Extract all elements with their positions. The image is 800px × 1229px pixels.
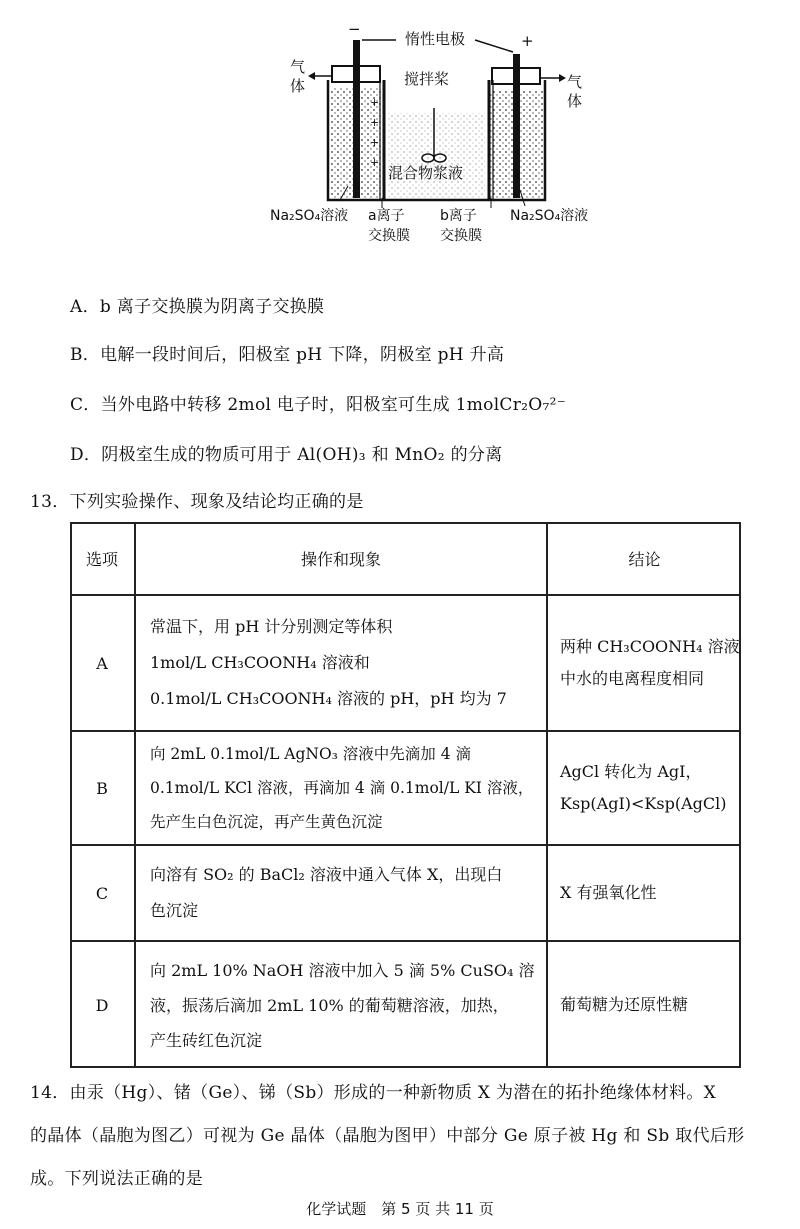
row-d-option: D — [95, 995, 109, 1015]
row-c-operation — [136, 846, 546, 940]
experiment-table — [70, 522, 741, 1068]
header-conclusion: 结论 — [628, 549, 661, 569]
membrane-b-label-2: 交换膜 — [440, 228, 482, 244]
gas-left-label-1: 气 — [290, 58, 306, 76]
electrode-label: 惰性电极 — [405, 30, 466, 48]
na2so4-left-label: Na₂SO₄溶液 — [270, 208, 349, 224]
row-b-conclusion-line: AgCl 转化为 AgI， — [560, 762, 702, 781]
row-d-conclusion-line: 葡萄糖为还原性糖 — [560, 995, 689, 1014]
minus-sign: − — [348, 20, 361, 38]
row-b-operation-line: 先产生白色沉淀，再产生黄色沉淀 — [150, 813, 383, 831]
row-c-conclusion — [548, 846, 741, 940]
header-operation: 操作和现象 — [300, 549, 381, 569]
row-d-operation-line: 产生砖红色沉淀 — [150, 1030, 263, 1050]
question-14-line-2: 的晶体（晶胞为图乙）可视为 Ge 晶体（晶胞为图甲）中部分 Ge 原子被 Hg 和 Sb 取代后形 — [30, 1126, 745, 1146]
row-d-operation-line: 液，振荡后滴加 2mL 10% 的葡萄糖溶液，加热， — [150, 995, 509, 1015]
option-12-b: B．电解一段时间后，阳极室 pH 下降，阴极室 pH 升高 — [70, 345, 505, 365]
svg-text:+: + — [370, 96, 380, 109]
option-12-c: C．当外电路中转移 2mol 电子时，阳极室可生成 1molCr₂O₇²⁻ — [70, 395, 567, 415]
svg-text:+: + — [370, 156, 380, 169]
gas-left-label-2: 体 — [290, 77, 306, 95]
row-c-operation-line: 向溶有 SO₂ 的 BaCl₂ 溶液中通入气体 X，出现白 — [150, 865, 503, 884]
row-d-operation-line: 向 2mL 10% NaOH 溶液中加入 5 滴 5% CuSO₄ 溶 — [150, 960, 535, 980]
electrolysis-diagram — [270, 18, 600, 263]
row-d-operation — [136, 942, 546, 1068]
plus-sign: + — [521, 32, 534, 50]
row-c-conclusion-line: X 有强氧化性 — [560, 883, 657, 902]
row-a-option: A — [96, 653, 108, 673]
question-14-line-1: 14．由汞（Hg）、锗（Ge）、锑（Sb）形成的一种新物质 X 为潜在的拓扑绝缘体材料。X — [30, 1083, 717, 1103]
row-a-conclusion — [548, 596, 741, 730]
row-a-conclusion-line: 中水的电离程度相同 — [560, 669, 705, 688]
svg-text:+: + — [370, 136, 380, 149]
row-a-operation-line: 1mol/L CH₃COONH₄ 溶液和 — [150, 653, 370, 672]
membrane-b-label-1: b离子 — [440, 208, 477, 224]
electrolysis-cell-drawing — [270, 18, 600, 263]
membrane-a-label-1: a离子 — [368, 208, 405, 224]
row-b-conclusion-line: Ksp(AgI)<Ksp(AgCl) — [560, 794, 727, 813]
gas-right-label-2: 体 — [567, 92, 583, 110]
gas-right-label-1: 气 — [567, 73, 583, 91]
row-a-operation-line: 常温下，用 pH 计分别测定等体积 — [150, 617, 393, 636]
membrane-a-label-2: 交换膜 — [368, 228, 410, 244]
row-d-conclusion — [548, 942, 741, 1068]
row-c-operation-line: 色沉淀 — [150, 901, 199, 920]
row-c-option: C — [95, 883, 109, 903]
na2so4-right-label: Na₂SO₄溶液 — [510, 208, 589, 224]
svg-text:+: + — [370, 116, 380, 129]
row-a-conclusion-line: 两种 CH₃COONH₄ 溶液 — [560, 637, 740, 656]
question-13-stem: 13．下列实验操作、现象及结论均正确的是 — [30, 492, 364, 512]
stirrer-label: 搅拌桨 — [404, 70, 450, 88]
row-b-operation-line: 0.1mol/L KCl 溶液，再滴加 4 滴 0.1mol/L KI 溶液， — [150, 779, 534, 797]
row-b-operation-line: 向 2mL 0.1mol/L AgNO₃ 溶液中先滴加 4 滴 — [150, 745, 472, 763]
option-12-a: A．b 离子交换膜为阴离子交换膜 — [70, 297, 325, 317]
option-12-d: D．阴极室生成的物质可用于 Al(OH)₃ 和 MnO₂ 的分离 — [70, 445, 503, 465]
row-b-operation — [136, 732, 546, 844]
slurry-label: 混合物浆液 — [388, 164, 464, 182]
row-b-option: B — [96, 778, 108, 798]
question-14-line-3: 成。下列说法正确的是 — [30, 1169, 203, 1189]
row-a-operation-line: 0.1mol/L CH₃COONH₄ 溶液的 pH，pH 均为 7 — [150, 689, 507, 708]
page-footer: 化学试题 第 5 页 共 11 页 — [306, 1200, 494, 1218]
header-option: 选项 — [85, 549, 118, 569]
row-a-operation — [136, 596, 546, 730]
row-b-conclusion — [548, 732, 741, 844]
